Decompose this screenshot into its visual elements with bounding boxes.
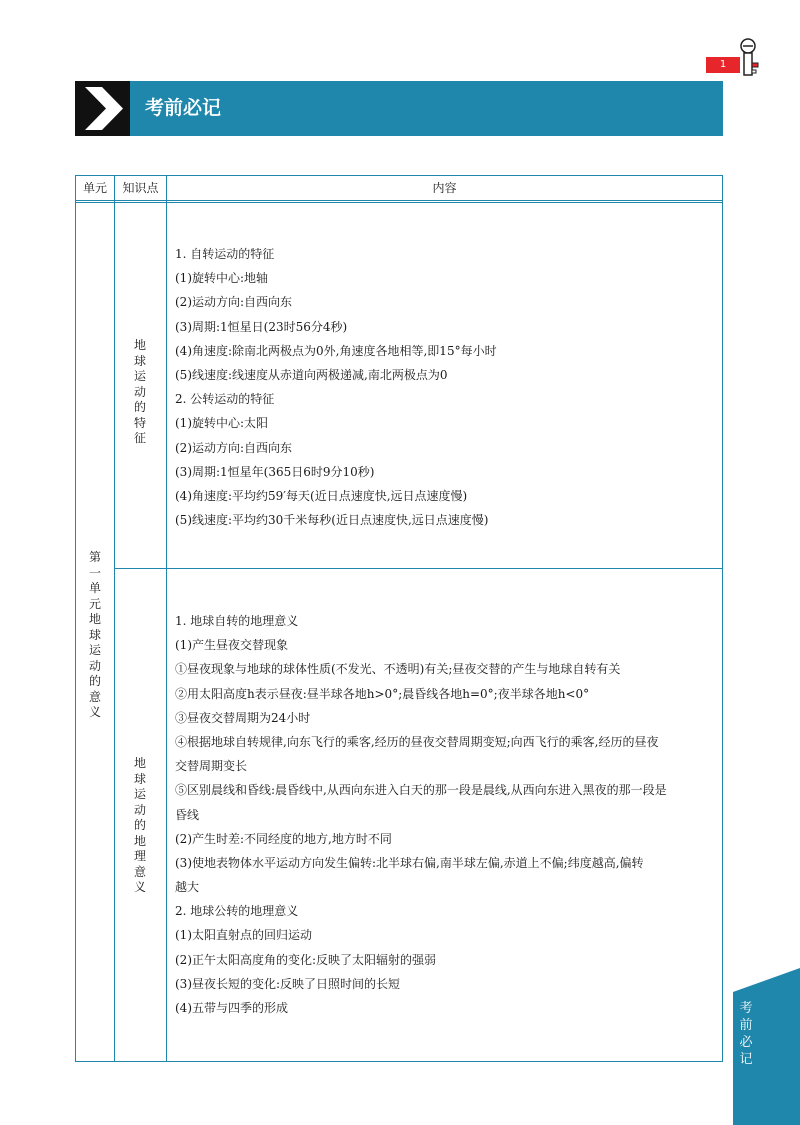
content-cell [175,242,714,532]
content-line: (5)线速度:线速度从赤道向两极递减,南北两极点为0 [175,367,448,382]
side-tab-label: 考前必记 [739,1001,753,1067]
topic-label: 地球运动的地理意义 [133,756,146,894]
content-line: (4)角速度:除南北两极点为0外,角速度各地相等,即15°每小时 [175,343,497,358]
content-line: (2)运动方向:自西向东 [175,440,293,455]
content-line: (3)周期:1恒星日(23时56分4秒) [175,319,348,334]
content-line: (3)使地表物体水平运动方向发生偏转:北半球右偏,南半球左偏,赤道上不偏;纬度越高,偏转 [175,855,644,870]
header-unit: 单元 [82,181,107,195]
header-topic: 知识点 [122,181,159,195]
content-line: ②用太阳高度h表示昼夜:昼半球各地h>0°;晨昏线各地h=0°;夜半球各地h<0° [175,686,590,701]
content-line: (5)线速度:平均约30千米每秒(近日点速度快,远日点速度慢) [175,513,489,528]
content-line: 2. 地球公转的地理意义 [175,904,299,919]
header-divider [76,202,722,203]
key-icon [734,37,762,81]
row-divider [114,568,722,569]
knowledge-table [75,175,723,1062]
header-divider [76,200,722,201]
content-line: (2)产生时差:不同经度的地方,地方时不同 [175,831,392,846]
content-line: 1. 地球自转的地理意义 [175,614,299,628]
content-line: 1. 自转运动的特征 [175,247,275,261]
content-line: (3)昼夜长短的变化:反映了日照时间的长短 [175,976,401,991]
content-line: 越大 [175,880,200,895]
content-line: ④根据地球自转规律,向东飞行的乘客,经历的昼夜交替周期变短;向西飞行的乘客,经历的昼夜 [175,734,659,749]
content-line: ①昼夜现象与地球的球体性质(不发光、不透明)有关;昼夜交替的产生与地球自转有关 [175,662,621,677]
topic-label: 地球运动的特征 [133,338,146,445]
content-line: 交替周期变长 [175,759,248,774]
content-cell [175,609,714,1020]
header-content: 内容 [432,181,457,195]
content-line: 2. 公转运动的特征 [175,392,275,407]
content-line: (2)正午太阳高度角的变化:反映了太阳辐射的强弱 [175,952,437,967]
chevron-right-icon [75,81,130,136]
page-title: 考前必记 [145,97,222,119]
content-line: (2)运动方向:自西向东 [175,295,293,310]
content-line: (1)旋转中心:太阳 [175,416,269,431]
content-line: (1)太阳直射点的回归运动 [175,928,312,943]
column-divider [166,176,167,1061]
column-divider [114,176,115,1061]
unit-label: 第一单元 地球运动的意义 [88,550,101,719]
content-line: ③昼夜交替周期为24小时 [175,710,311,725]
header-banner [75,81,723,136]
content-line: (3)周期:1恒星年(365日6时9分10秒) [175,464,375,479]
content-line: (1)旋转中心:地轴 [175,271,269,286]
content-line: (1)产生昼夜交替现象 [175,638,288,653]
content-line: 昏线 [175,807,200,822]
content-line: (4)角速度:平均约59′每天(近日点速度快,远日点速度慢) [175,488,468,503]
content-line: ⑤区别晨线和昏线:晨昏线中,从西向东进入白天的那一段是晨线,从西向东进入黑夜的那一段是 [175,783,667,798]
page-number: 1 [706,57,740,73]
content-line: (4)五带与四季的形成 [175,1001,288,1015]
